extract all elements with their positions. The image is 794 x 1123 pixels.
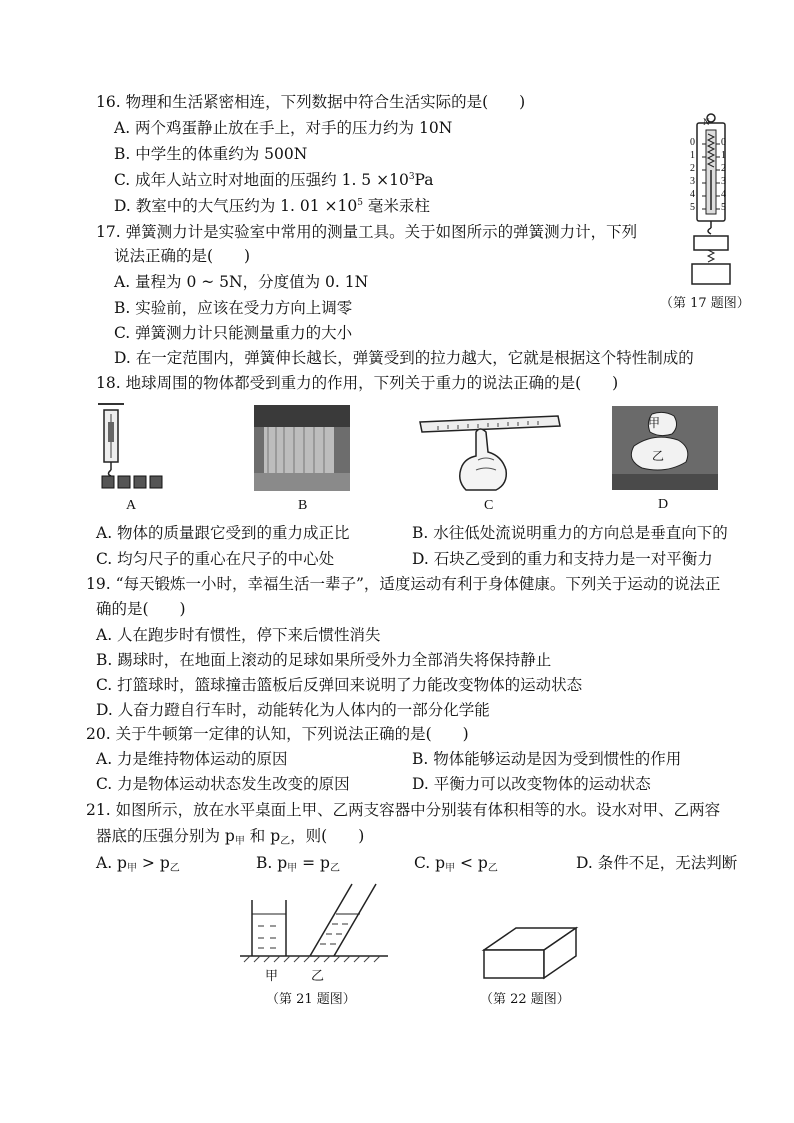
q18-option-d: D. 石块乙受到的重力和支持力是一对平衡力 [412, 550, 713, 568]
q17-figure-caption: （第 17 题图） [660, 296, 750, 311]
q18-image-b-label: B [298, 498, 308, 513]
q21-label-jia: 甲 [265, 968, 279, 983]
q18-image-c [418, 408, 562, 492]
q18-option-b: B. 水往低处流说明重力的方向总是垂直向下的 [412, 524, 728, 542]
q21-figure-caption: （第 21 题图） [266, 992, 356, 1007]
q16-option-a: A. 两个鸡蛋静止放在手上，对手的压力约为 10N [114, 119, 453, 137]
q17-option-a: A. 量程为 0 ~ 5N，分度值为 0. 1N [114, 273, 369, 291]
q17-option-c: C. 弹簧测力计只能测量重力的大小 [114, 324, 353, 342]
q21-stem-line2: 器底的压强分别为 $p_甲$ 和 $p_乙$，则( ) [96, 827, 365, 847]
q16-stem: 16. 物理和生活紧密相连，下列数据中符合生活实际的是( ) [96, 93, 526, 111]
q19-option-a: A. 人在跑步时有惯性，停下来后惯性消失 [96, 626, 381, 644]
q20-option-a: A. 力是维持物体运动的原因 [96, 750, 288, 768]
q19-stem-line2: 确的是( ) [96, 600, 186, 618]
q19-stem-line1: 19. “每天锻炼一小时，幸福生活一辈子”，适度运动有利于身体健康。下列关于运动的说法正 [86, 575, 721, 593]
q20-option-c: C. 力是物体运动状态发生改变的原因 [96, 775, 350, 793]
q22-block-figure [480, 922, 580, 982]
q17-option-b: B. 实验前，应该在受力方向上调零 [114, 299, 353, 317]
rock-label-yi: 乙 [652, 449, 665, 463]
rock-label-jia: 甲 [648, 416, 661, 430]
q22-figure-caption: （第 22 题图） [480, 992, 570, 1007]
q19-option-d: D. 人奋力蹬自行车时，动能转化为人体内的一部分化学能 [96, 701, 490, 719]
q21-option-a: A. $p_甲 > p_乙$ [96, 854, 180, 874]
scale-unit-label: N [703, 117, 710, 127]
q21-stem-line1: 21. 如图所示，放在水平桌面上甲、乙两支容器中分别装有体积相等的水。设水对甲、乙两容 [86, 801, 721, 819]
q18-image-a [96, 402, 168, 494]
q17-stem-line2: 说法正确的是( ) [114, 247, 251, 265]
q20-option-d: D. 平衡力可以改变物体的运动状态 [412, 775, 651, 793]
q21-option-d: D. 条件不足，无法判断 [576, 854, 738, 872]
q19-option-c: C. 打篮球时，篮球撞击篮板后反弹回来说明了力能改变物体的运动状态 [96, 676, 583, 694]
q18-image-d-label: D [658, 497, 669, 512]
q18-image-d [612, 406, 718, 490]
q20-option-b: B. 物体能够运动是因为受到惯性的作用 [412, 750, 682, 768]
q18-image-c-label: C [484, 498, 494, 513]
q18-image-a-label: A [126, 498, 137, 513]
scale-left-labels: 0 1 2 3 4 5 [690, 137, 695, 213]
q21-label-yi: 乙 [311, 968, 325, 983]
q16-option-b: B. 中学生的体重约为 500N [114, 145, 308, 163]
q17-stem-line1: 17. 弹簧测力计是实验室中常用的测量工具。关于如图所示的弹簧测力计，下列 [96, 223, 638, 241]
q18-stem: 18. 地球周围的物体都受到重力的作用，下列关于重力的说法正确的是( ) [96, 374, 619, 392]
q18-option-a: A. 物体的质量跟它受到的重力成正比 [96, 524, 350, 542]
q21-containers-figure [238, 882, 394, 964]
q16-option-d: D. 教室中的大气压约为 1. $01 \times 10^5$ 毫米汞柱 [114, 197, 430, 215]
q21-option-b: B. $p_甲 = p_乙$ [256, 854, 340, 874]
scale-right-labels: 0 1 2 3 4 5 [721, 137, 726, 213]
q18-image-b [254, 405, 350, 491]
q19-option-b: B. 踢球时，在地面上滚动的足球如果所受外力全部消失将保持静止 [96, 651, 552, 669]
q20-stem: 20. 关于牛顿第一定律的认知，下列说法正确的是( ) [86, 725, 469, 743]
q17-option-d: D. 在一定范围内，弹簧伸长越长，弹簧受到的拉力越大，它就是根据这个特性制成的 [114, 349, 694, 367]
q18-option-c: C. 均匀尺子的重心在尺子的中心处 [96, 550, 335, 568]
q16-option-c: C. 成年人站立时对地面的压强约 1. $5 \times 10^3Pa$ [114, 171, 434, 189]
q21-option-c: C. $p_甲 < p_乙$ [414, 854, 498, 874]
